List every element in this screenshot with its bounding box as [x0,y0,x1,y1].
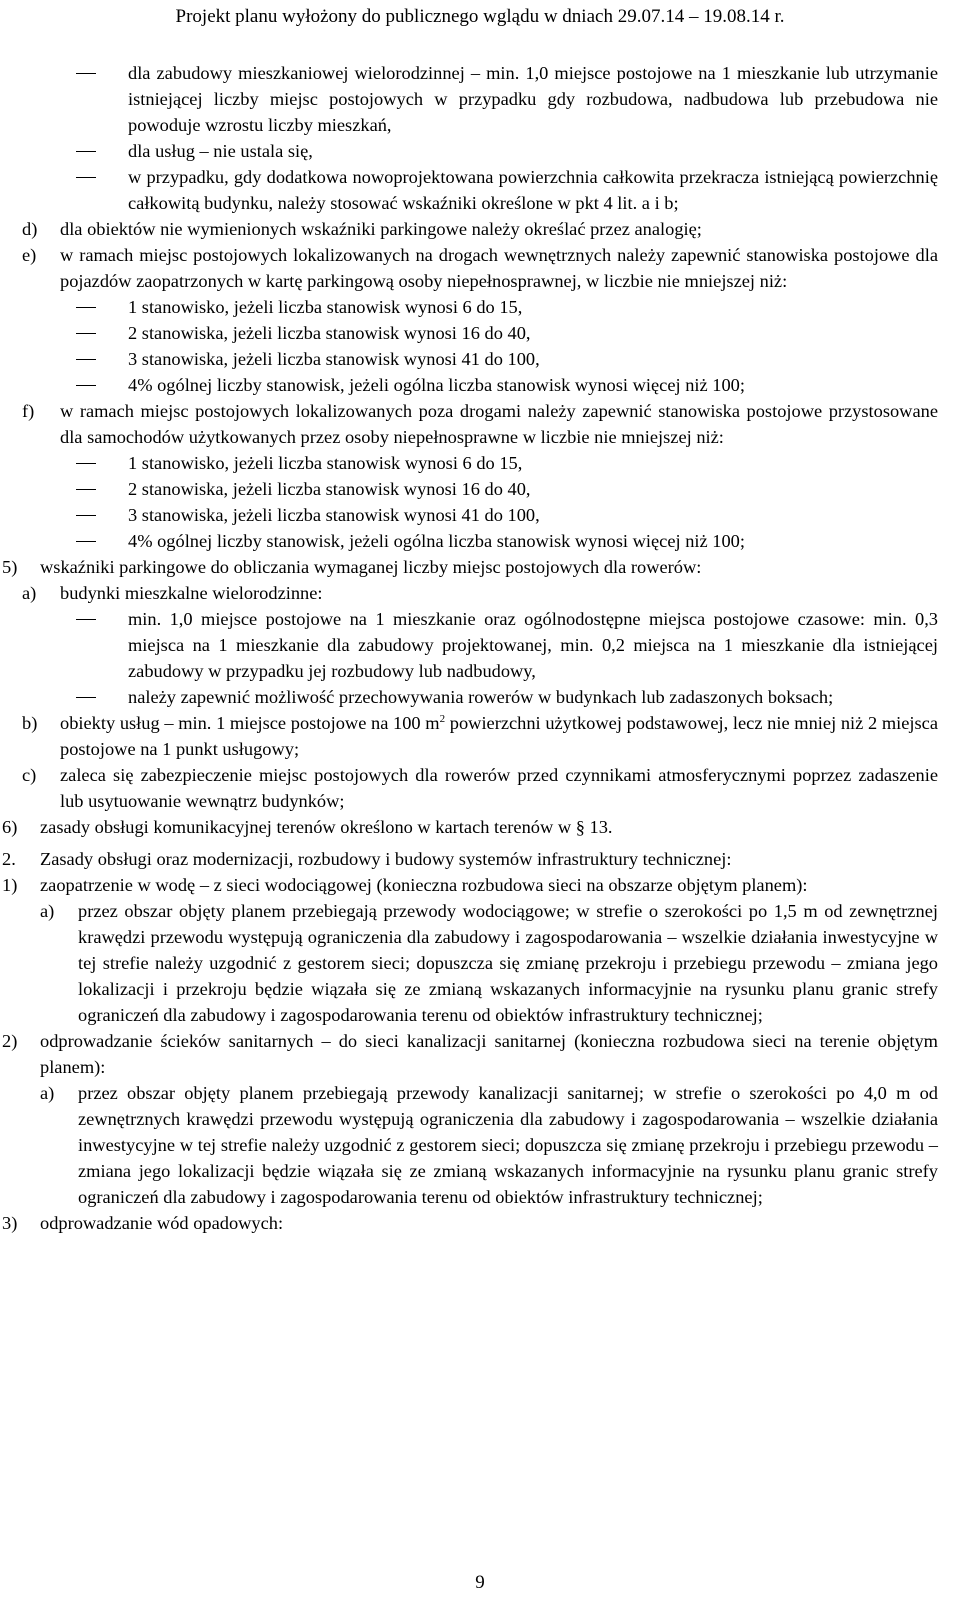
dash-marker [76,372,128,398]
list-item-text: odprowadzanie ścieków sanitarnych – do sieci kanalizacji sanitarnej (konieczna rozbudowa sieci na terenie objętym planem): [40,1031,938,1077]
list-item-text: dla zabudowy mieszkaniowej wielorodzinnej – min. 1,0 miejsce postojowe na 1 mieszkanie lub utrzymanie istniejącej liczby miejsc postojowych w przypadku gdy rozbudowa, nadbudowa lub przebudowa nie powoduje wzrostu liczby mieszkań, [128,63,938,135]
dash-marker [76,164,128,216]
list-marker: e) [22,245,37,265]
list-item-text: 2 stanowiska, jeżeli liczba stanowisk wynosi 16 do 40, [128,323,531,343]
list-item [22,398,938,450]
list-item [2,814,938,840]
list-item-text: 2 stanowiska, jeżeli liczba stanowisk wynosi 16 do 40, [128,479,531,499]
dash-marker [76,294,128,320]
list-item [76,164,938,216]
dash-marker [76,138,128,164]
list-item-text: odprowadzanie wód opadowych: [40,1213,284,1233]
list-item [76,606,938,684]
dash-marker [76,606,128,684]
list-marker: 3) [2,1213,18,1233]
list-item-text: 1 stanowisko, jeżeli liczba stanowisk wynosi 6 do 15, [128,297,523,317]
list-item-text: 3 stanowiska, jeżeli liczba stanowisk wynosi 41 do 100, [128,505,540,525]
list-item-text: min. 1,0 miejsce postojowe na 1 mieszkanie oraz ogólnodostępne miejsca postojowe czasowe: min. 0,3 miejsca na 1 mieszkanie dla zabudowy projektowanej, min. 0,2 miejsca na 1 mieszkanie dla istniejącej zabudowy w przypadku jej rozbudowy lub nadbudowy, [128,609,938,681]
list-item-text: 4% ogólnej liczby stanowisk, jeżeli ogólna liczba stanowisk wynosi więcej niż 100; [128,375,745,395]
list-item [2,1028,938,1080]
list-item-text: przez obszar objęty planem przebiegają przewody wodociągowe; w strefie o szerokości po 1,5 m od zewnętrznej krawędzi przewodu występują ograniczenia dla zabudowy i zagospodarowania – wszelkie działania inwestycyjne w tej strefie należy uzgodnić z gestorem sieci; dopuszcza się zmianę przekroju i przebiegu przewodu – zmiana jego lokalizacji i przekroju będzie wiązała się ze zmianą wskazanych informacyjnie na rysunku planu granic strefy ograniczeń dla zabudowy i zagospodarowania terenu od obiektów infrastruktury technicznej; [78,901,938,1025]
list-item-text: 1 stanowisko, jeżeli liczba stanowisk wynosi 6 do 15, [128,453,523,473]
list-item-text: dla usług – nie ustala się, [128,141,313,161]
list-item [76,294,938,320]
section-heading [2,846,938,872]
superscript: 2 [439,712,446,725]
list-marker: a) [22,583,37,603]
list-item-text: w przypadku, gdy dodatkowa nowoprojektowana powierzchnia całkowita przekracza istniejącą powierzchnię całkowitą budynku, należy stosować wskaźniki określone w pkt 4 lit. a i b; [128,167,938,213]
list-marker: a) [40,901,55,921]
list-item-text: wskaźniki parkingowe do obliczania wymaganej liczby miejsc postojowych dla rowerów: [40,557,702,577]
list-item [40,898,938,1028]
list-marker: f) [22,401,35,421]
list-item [76,476,938,502]
list-item-text-part: obiekty usług – min. 1 miejsce postojowe na 100 m [60,713,440,733]
list-item [2,1210,938,1236]
list-item-text: budynki mieszkalne wielorodzinne: [60,583,323,603]
dash-marker [76,528,128,554]
dash-marker [76,502,128,528]
list-item [76,372,938,398]
list-item [2,872,938,898]
list-item [22,216,938,242]
list-item [76,320,938,346]
list-item [76,138,938,164]
dash-marker [76,450,128,476]
dash-marker [76,346,128,372]
list-marker: b) [22,713,38,733]
list-item-text: zasady obsługi komunikacyjnej terenów określono w kartach terenów w § 13. [40,817,613,837]
list-item [40,1080,938,1210]
list-item-text: przez obszar objęty planem przebiegają przewody kanalizacji sanitarnej; w strefie o szerokości po 4,0 m od zewnętrznych krawędzi przewodu występują ograniczenia dla zabudowy i zagospodarowania – wszelkie działania inwestycyjne w tej strefie należy uzgodnić z gestorem sieci; dopuszcza się zmianę przekroju i przebiegu przewodu – zmiana jego lokalizacji będzie wiązała się ze zmianą wskazanych informacyjnie na rysunku planu granic strefy ograniczeń dla zabudowy i zagospodarowania terenu od obiektów infrastruktury technicznej; [78,1083,938,1207]
list-item [76,528,938,554]
list-item [76,450,938,476]
list-marker: a) [40,1083,55,1103]
list-item-text: należy zapewnić możliwość przechowywania rowerów w budynkach lub zadaszonych boksach; [128,687,834,707]
list-item [76,60,938,138]
list-marker: 1) [2,875,18,895]
list-item [22,242,938,294]
dash-marker [76,684,128,710]
dash-marker [76,320,128,346]
list-item [76,502,938,528]
page-header: Projekt planu wyłożony do publicznego wglądu w dniach 29.07.14 – 19.08.14 r. [175,6,785,27]
list-item-text: zaopatrzenie w wodę – z sieci wodociągowej (konieczna rozbudowa sieci na obszarze objętym planem): [40,875,808,895]
page-number: 9 [475,1572,485,1593]
list-marker: c) [22,765,37,785]
list-item-text: dla obiektów nie wymienionych wskaźniki parkingowe należy określać przez analogię; [60,219,702,239]
section-marker: 2. [2,849,16,869]
dash-marker [76,476,128,502]
dash-marker [76,60,128,138]
list-item [76,346,938,372]
list-marker: 6) [2,817,18,837]
list-item [22,580,938,606]
list-item-text: w ramach miejsc postojowych lokalizowanych poza drogami należy zapewnić stanowiska postojowe przystosowane dla samochodów użytkowanych przez osoby niepełnosprawne w liczbie nie mniejszej niż: [60,401,938,447]
list-item-text: zaleca się zabezpieczenie miejsc postojowych dla rowerów przed czynnikami atmosferycznymi poprzez zadaszenie lub usytuowanie wewnątrz budynków; [60,765,938,811]
list-item [76,684,938,710]
list-item [22,710,938,762]
list-item [22,762,938,814]
list-item-text [60,710,938,762]
list-item-text: 4% ogólnej liczby stanowisk, jeżeli ogólna liczba stanowisk wynosi więcej niż 100; [128,531,745,551]
section-heading-text: Zasady obsługi oraz modernizacji, rozbudowy i budowy systemów infrastruktury technicznej: [40,849,732,869]
list-marker: 5) [2,557,18,577]
list-marker: 2) [2,1031,18,1051]
list-item-text-part: powierzchni użytkowej podstawowej, lecz nie mniej niż 2 miejsca postojowe na 1 punkt usługowy; [60,713,938,759]
list-item-text: w ramach miejsc postojowych lokalizowanych na drogach wewnętrznych należy zapewnić stanowiska postojowe dla pojazdów zaopatrzonych w kartę parkingową osoby niepełnosprawnej, w liczbie nie mniejszej niż: [60,245,938,291]
list-item [2,554,938,580]
list-marker: d) [22,219,38,239]
document-body [2,60,938,1236]
list-item-text: 3 stanowiska, jeżeli liczba stanowisk wynosi 41 do 100, [128,349,540,369]
